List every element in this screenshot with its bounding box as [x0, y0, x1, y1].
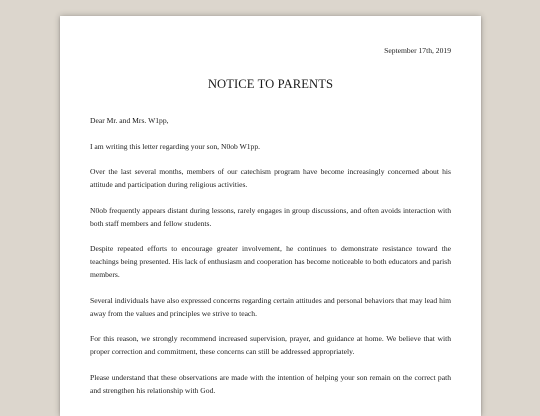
paragraph-3: N0ob frequently appears distant during lessons, rarely engages in group discussions, and often avoids interaction with both staff members and fellow students. — [90, 205, 451, 228]
paragraph-6: For this reason, we strongly recommend increased supervision, prayer, and guidance at home. We believe that with proper correction and commitment, these concerns can still be addressed appropriately. — [90, 334, 451, 356]
letter-page — [60, 16, 481, 416]
paragraph-2: Over the last several months, members of our catechism program have become increasingly concerned about his attitude and participation during religious activities. — [90, 167, 451, 189]
salutation: Dear Mr. and Mrs. W1pp, — [90, 116, 169, 125]
letter-title: NOTICE TO PARENTS — [207, 77, 334, 91]
letter-body — [90, 114, 451, 409]
letter-date: September 17th, 2019 — [384, 46, 451, 55]
paragraph-7: Please understand that these observations are made with the intention of helping your son remain on the correct path and strengthen his relationship with God. — [90, 372, 451, 395]
paragraph-4: Despite repeated efforts to encourage greater involvement, he continues to demonstrate resistance toward the teachings being presented. His lack of enthusiasm and cooperation has become noticeable to both educators and parish members. — [90, 244, 451, 279]
paragraph-5: Several individuals have also expressed concerns regarding certain attitudes and personal behaviors that may lead him away from the values and principles we strive to teach. — [90, 295, 451, 318]
paragraph-1: I am writing this letter regarding your son, N0ob W1pp. — [90, 141, 261, 151]
